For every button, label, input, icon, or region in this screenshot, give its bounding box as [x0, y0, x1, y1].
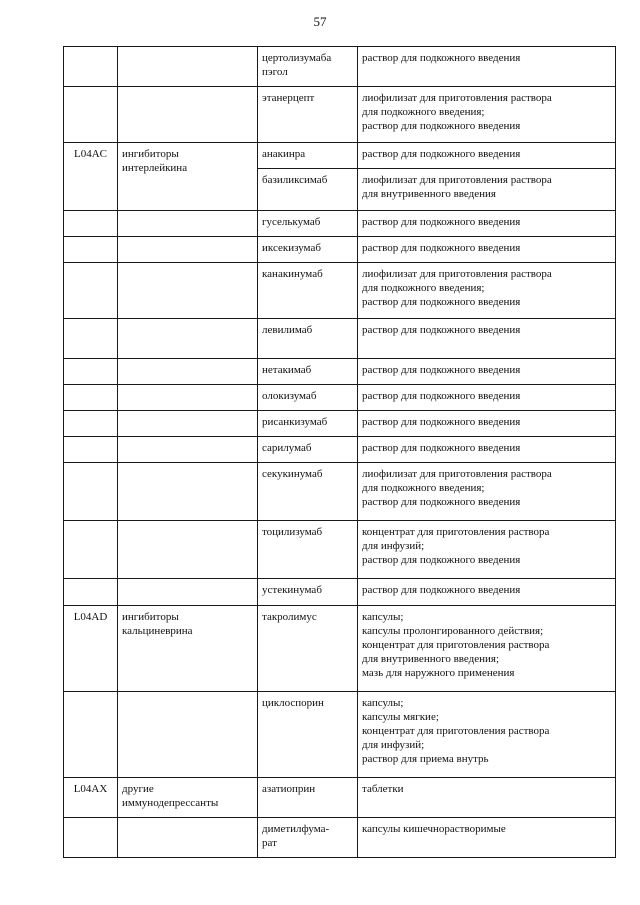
drug-table: [63, 46, 616, 858]
atc-code-cell: [64, 385, 118, 411]
atc-group-cell: [118, 437, 258, 463]
drug-name-cell: тоцилизумаб: [258, 521, 358, 579]
dosage-form-cell: лиофилизат для приготовления раствора для подкожного введения; раствор для подкожного введения: [358, 263, 616, 319]
drug-name-cell: устекинумаб: [258, 579, 358, 606]
drug-name-cell: этанерцепт: [258, 87, 358, 143]
dosage-form-cell: раствор для подкожного введения: [358, 359, 616, 385]
dosage-form-cell: раствор для подкожного введения: [358, 437, 616, 463]
dosage-form-cell: лиофилизат для приготовления раствора для подкожного введения; раствор для подкожного введения: [358, 87, 616, 143]
atc-code-cell: [64, 437, 118, 463]
table-row: [64, 818, 616, 858]
drug-name-cell: рисанкизумаб: [258, 411, 358, 437]
table-row: [64, 606, 616, 692]
dosage-form-cell: раствор для подкожного введения: [358, 143, 616, 169]
table-row: [64, 237, 616, 263]
drug-name-cell: диметилфума- рат: [258, 818, 358, 858]
atc-code-cell: [64, 521, 118, 579]
atc-group-cell: [118, 211, 258, 237]
table-row: [64, 692, 616, 778]
table-row: [64, 385, 616, 411]
table-row: [64, 359, 616, 385]
drug-name-cell: гуселькумаб: [258, 211, 358, 237]
atc-group-cell: [118, 47, 258, 87]
atc-code-cell: [64, 359, 118, 385]
drug-name-cell: анакинра: [258, 143, 358, 169]
dosage-form-cell: концентрат для приготовления раствора для инфузий; раствор для подкожного введения: [358, 521, 616, 579]
dosage-form-cell: лиофилизат для приготовления раствора для внутривенного введения: [358, 169, 616, 211]
atc-code-cell: [64, 818, 118, 858]
atc-group-cell: [118, 385, 258, 411]
dosage-form-cell: капсулы кишечнорастворимые: [358, 818, 616, 858]
atc-code-cell: [64, 579, 118, 606]
atc-code-cell: [64, 237, 118, 263]
drug-name-cell: циклоспорин: [258, 692, 358, 778]
atc-group-cell: ингибиторы интерлейкина: [118, 143, 258, 211]
dosage-form-cell: раствор для подкожного введения: [358, 385, 616, 411]
table-row: [64, 47, 616, 87]
table-row: [64, 263, 616, 319]
atc-code-cell: [64, 463, 118, 521]
atc-group-cell: [118, 237, 258, 263]
drug-name-cell: левилимаб: [258, 319, 358, 359]
atc-code-cell: [64, 47, 118, 87]
atc-code-cell: [64, 87, 118, 143]
atc-group-cell: [118, 319, 258, 359]
atc-group-cell: [118, 692, 258, 778]
page-number: 57: [313, 14, 327, 29]
atc-code-cell: L04AX: [64, 778, 118, 818]
atc-code-cell: [64, 211, 118, 237]
atc-code-cell: L04AD: [64, 606, 118, 692]
table-row: [64, 411, 616, 437]
dosage-form-cell: раствор для подкожного введения: [358, 579, 616, 606]
atc-group-cell: [118, 463, 258, 521]
atc-code-cell: [64, 263, 118, 319]
dosage-form-cell: таблетки: [358, 778, 616, 818]
dosage-form-cell: раствор для подкожного введения: [358, 47, 616, 87]
table-row: [64, 319, 616, 359]
dosage-form-cell: лиофилизат для приготовления раствора для подкожного введения; раствор для подкожного введения: [358, 463, 616, 521]
atc-group-cell: [118, 87, 258, 143]
atc-group-cell: [118, 263, 258, 319]
drug-name-cell: азатиоприн: [258, 778, 358, 818]
drug-name-cell: такролимус: [258, 606, 358, 692]
drug-name-cell: цертолизумаба пэгол: [258, 47, 358, 87]
dosage-form-cell: раствор для подкожного введения: [358, 237, 616, 263]
atc-group-cell: другие иммунодепрессанты: [118, 778, 258, 818]
table-row: [64, 437, 616, 463]
drug-name-cell: сарилумаб: [258, 437, 358, 463]
atc-code-cell: [64, 411, 118, 437]
table-row: [64, 211, 616, 237]
table-row: [64, 87, 616, 143]
atc-group-cell: ингибиторы кальциневрина: [118, 606, 258, 692]
table-row: [64, 463, 616, 521]
drug-name-cell: нетакимаб: [258, 359, 358, 385]
dosage-form-cell: раствор для подкожного введения: [358, 411, 616, 437]
dosage-form-cell: капсулы; капсулы пролонгированного действия; концентрат для приготовления раствора для внутривенного введения; мазь для наружного применения: [358, 606, 616, 692]
table-row: [64, 521, 616, 579]
atc-code-cell: L04AC: [64, 143, 118, 211]
table-row: [64, 778, 616, 818]
table-row: [64, 143, 616, 169]
atc-group-cell: [118, 359, 258, 385]
dosage-form-cell: раствор для подкожного введения: [358, 211, 616, 237]
drug-name-cell: иксекизумаб: [258, 237, 358, 263]
dosage-form-cell: раствор для подкожного введения: [358, 319, 616, 359]
atc-group-cell: [118, 579, 258, 606]
drug-name-cell: секукинумаб: [258, 463, 358, 521]
drug-name-cell: олокизумаб: [258, 385, 358, 411]
drug-name-cell: базиликсимаб: [258, 169, 358, 211]
atc-group-cell: [118, 411, 258, 437]
atc-group-cell: [118, 818, 258, 858]
drug-name-cell: канакинумаб: [258, 263, 358, 319]
atc-group-cell: [118, 521, 258, 579]
atc-code-cell: [64, 692, 118, 778]
table-row: [64, 579, 616, 606]
atc-code-cell: [64, 319, 118, 359]
dosage-form-cell: капсулы; капсулы мягкие; концентрат для приготовления раствора для инфузий; раствор для приема внутрь: [358, 692, 616, 778]
